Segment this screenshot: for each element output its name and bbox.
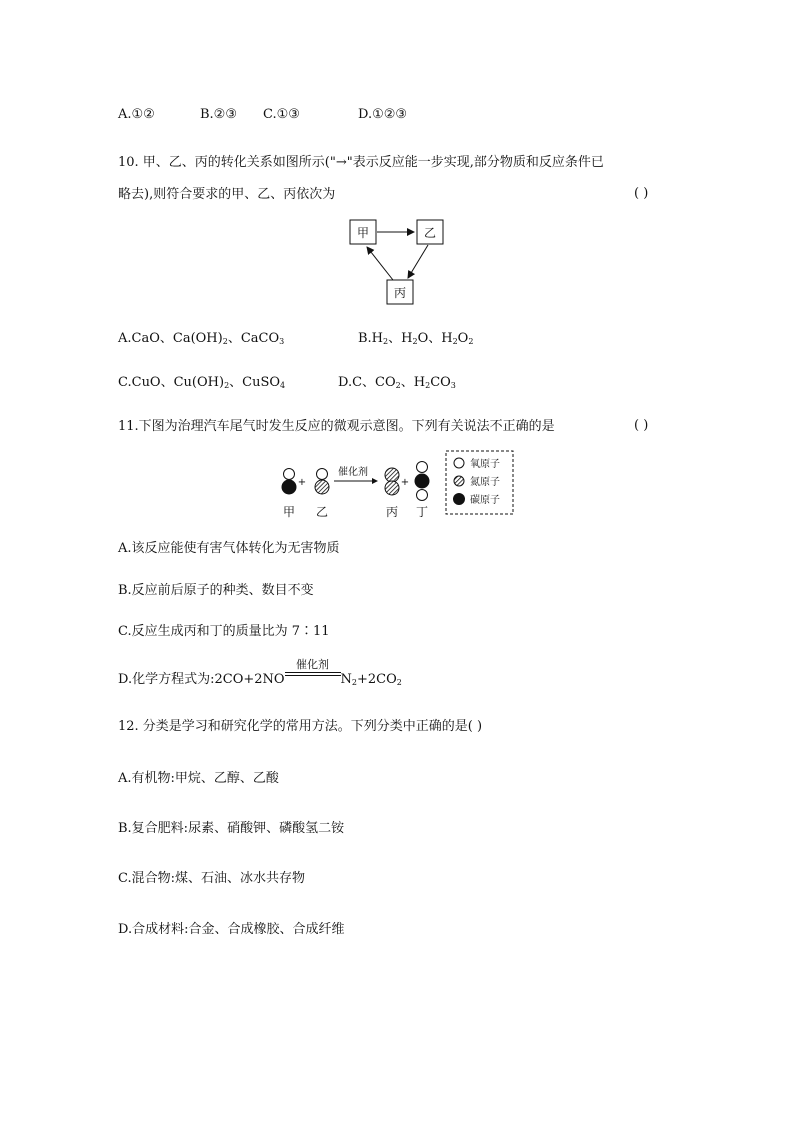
q10-stem-line1: 10. 甲、乙、丙的转化关系如图所示("→"表示反应能一步实现,部分物质和反应条件已: [118, 155, 604, 170]
q12-option-d: D.合成材料:合金、合成橡胶、合成纤维: [118, 922, 345, 937]
legend-carbon: 碳原子: [470, 495, 500, 506]
q10-option-a: A.CaO、$Ca(OH)_2$、CaCO$_3$: [118, 331, 285, 346]
q11-option-c: C.反应生成丙和丁的质量比为 7∶11: [118, 624, 330, 639]
q10-option-b: $B.H_2$、$H_2O$、$H_2O_2$: [358, 331, 474, 346]
svg-text:乙: 乙: [423, 226, 437, 240]
molecule-bing: [385, 468, 399, 495]
q12-option-b: B.复合肥料:尿素、硝酸钾、磷酸氢二铵: [118, 821, 345, 836]
q9-option-a: A.①②: [118, 107, 155, 122]
atom-legend: [446, 451, 513, 514]
q11-option-a: A.该反应能使有害气体转化为无害物质: [118, 541, 340, 556]
q11-option-d: D.化学方程式为:2CO+2NO 催化剂 $N_2+2CO_2$: [118, 658, 402, 687]
equation-condition: [285, 658, 341, 689]
legend-oxygen: 氧原子: [470, 459, 500, 470]
q10-stem-line2: 略去),则符合要求的甲、乙、丙依次为: [118, 187, 336, 202]
q9-option-c: C.①③: [263, 107, 300, 122]
q10-option-d: D.C、$CO_2$、$H_2CO_3$: [338, 375, 456, 390]
label-ding: 丁: [415, 505, 429, 519]
molecule-yi: [315, 469, 329, 495]
molecule-jia: [282, 469, 297, 495]
label-bing: 丙: [385, 505, 399, 519]
q12-stem: 12. 分类是学习和研究化学的常用方法。下列分类中正确的是( ): [118, 719, 483, 734]
svg-text:丙: 丙: [393, 286, 407, 300]
equation-catalyst: 催化剂: [296, 658, 330, 671]
label-jia: 甲: [282, 505, 296, 519]
label-yi: 乙: [315, 505, 329, 519]
plus-sign-1: +: [297, 477, 307, 488]
q12-option-a: A.有机物:甲烷、乙醇、乙酸: [118, 771, 279, 786]
svg-text:甲: 甲: [356, 226, 370, 240]
q9-option-d: D.①②③: [358, 107, 408, 122]
catalyst-label: 催化剂: [338, 467, 368, 478]
plus-sign-2: +: [400, 477, 410, 488]
q10-option-c: C.CuO、$Cu(OH)_2$、CuSO$_4$: [118, 375, 286, 390]
q9-option-b: B.②③: [200, 107, 237, 122]
q11-stem: 11.下图为治理汽车尾气时发生反应的微观示意图。下列有关说法不正确的是: [118, 419, 555, 434]
q11-option-b: B.反应前后原子的种类、数目不变: [118, 583, 314, 598]
q11-micro-diagram: [0, 0, 794, 540]
q11-answer-paren: ( ): [634, 418, 649, 433]
q10-answer-paren: ( ): [634, 186, 649, 201]
legend-nitrogen: 氮原子: [470, 477, 500, 488]
molecule-ding: [415, 462, 430, 501]
q12-option-c: C.混合物:煤、石油、冰水共存物: [118, 871, 305, 886]
